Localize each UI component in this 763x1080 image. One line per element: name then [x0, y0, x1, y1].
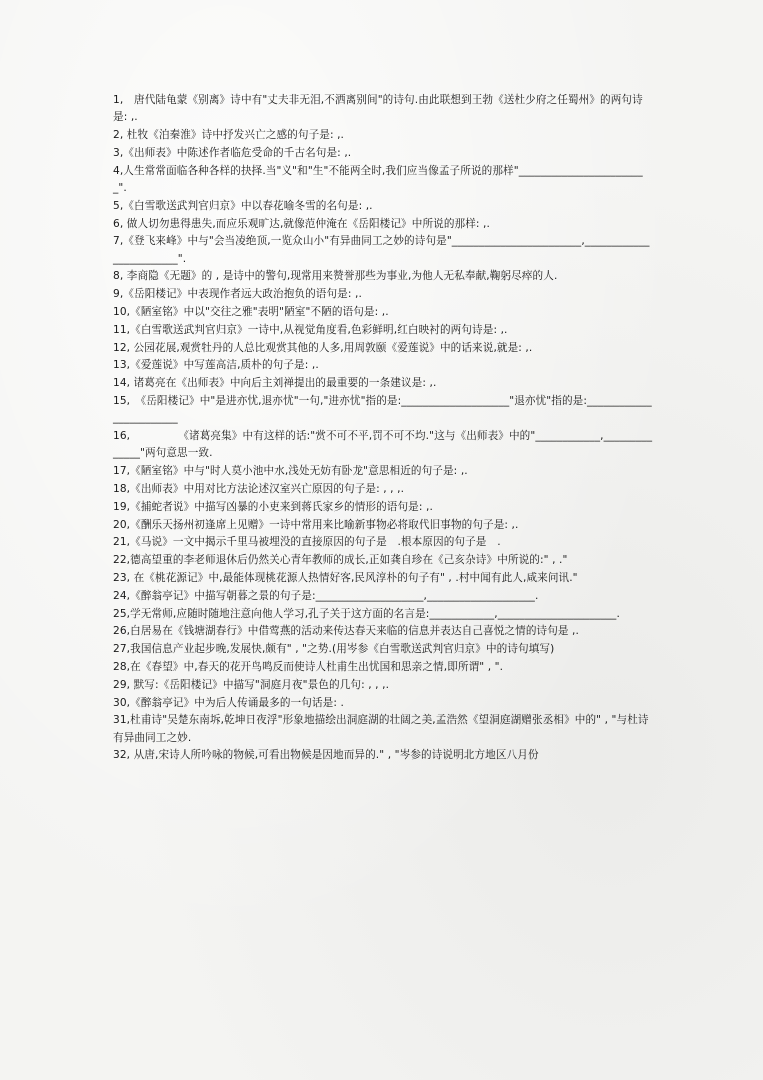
- question-26: 26,白居易在《钱塘湖春行》中借莺燕的活动来传达春天来临的信息并表达自己喜悦之情的诗句是 ,.: [113, 625, 579, 638]
- question-30: 30,《醉翁亭记》中为后人传诵最多的一句话是: .: [113, 696, 344, 709]
- question-8: 8, 李商隐《无题》的 , 是诗中的警句,现常用来赞誉那些为事业,为他人无私奉献,鞠躬尽瘁的人.: [113, 270, 558, 283]
- question-5: 5,《白雪歌送武判官归京》中以春花喻冬雪的名句是: ,.: [113, 199, 373, 212]
- question-28: 28,在《春望》中,春天的花开鸟鸣反而使诗人杜甫生出忧国和思亲之情,即所谓" , ".: [113, 661, 504, 673]
- question-25: 25,学无常师,应随时随地注意向他人学习,孔子关于这方面的名言是:____________,______________________.: [113, 607, 620, 620]
- question-20: 20,《酬乐天扬州初逢席上见赠》一诗中常用来比喻新事物必将取代旧事物的句子是: ,.: [113, 518, 519, 531]
- question-12: 12, 公园花展,观赏牡丹的人总比观赏其他的人多,用周敦颐《爱莲说》中的话来说,就是: ,.: [113, 341, 533, 354]
- question-11: 11,《白雪歌送武判官归京》一诗中,从视觉角度看,色彩鲜明,红白映衬的两句诗是: ,.: [113, 323, 508, 336]
- question-1: 1, 唐代陆龟蒙《别离》诗中有"丈夫非无泪,不洒离别间"的诗句.由此联想到王勃《送杜少府之任蜀州》的两句诗是: ,.: [113, 94, 643, 124]
- question-16: 16, 《诸葛亮集》中有这样的话:"赏不可不平,罚不可不均."这与《出师表》中的"____________,______________"两句意思一致.: [113, 430, 653, 460]
- question-9: 9,《岳阳楼记》中表现作者远大政治抱负的语句是: ,.: [113, 288, 362, 301]
- question-4: 4,人生常常面临各种各样的抉择.当"义"和"生"不能两全时,我们应当像孟子所说的那样"________________________".: [113, 164, 643, 194]
- question-13: 13,《爱莲说》中写莲高洁,质朴的句子是: ,.: [113, 359, 319, 372]
- question-22: 22,德高望重的李老师退休后仍然关心青年教师的成长,正如龚自珍在《己亥杂诗》中所说的:" , .": [113, 554, 568, 567]
- question-32: 32, 从唐,宋诗人所吟咏的物候,可看出物候是因地而异的." , "岑参的诗说明北方地区八月份: [113, 749, 539, 762]
- question-21: 21,《马说》一文中揭示千里马被埋没的直接原因的句子是 .根本原因的句子是 .: [113, 536, 501, 549]
- question-29: 29, 默写:《岳阳楼记》中描写"洞庭月夜"景色的几句: , , ,.: [113, 678, 390, 691]
- question-24: 24,《醉翁亭记》中描写朝暮之景的句子是:____________________,____________________.: [113, 589, 539, 602]
- question-14: 14, 诸葛亮在《出师表》中向后主刘禅提出的最重要的一条建议是: ,.: [113, 377, 437, 390]
- question-27: 27,我国信息产业起步晚,发展快,颇有" , "之势.(用岑参《白雪歌送武判官归京》中的诗句填写): [113, 643, 555, 656]
- question-10: 10,《陋室铭》中以"交往之雅"表明"陋室"不陋的语句是: ,.: [113, 306, 389, 319]
- question-19: 19,《捕蛇者说》中描写凶暴的小吏来到蒋氏家乡的情形的语句是: ,.: [113, 500, 433, 513]
- question-18: 18,《出师表》中用对比方法论述汉室兴亡原因的句子是: , , ,.: [113, 483, 405, 496]
- question-list: [113, 92, 653, 765]
- question-31: 31,杜甫诗"吴楚东南坼,乾坤日夜浮"形象地描绘出洞庭湖的壮阔之美,孟浩然《望洞庭湖赠张丞相》中的" , "与杜诗有异曲同工之妙.: [113, 714, 649, 744]
- question-6: 6, 做人切勿患得患失,而应乐观旷达,就像范仲淹在《岳阳楼记》中所说的那样: ,.: [113, 217, 490, 230]
- question-15: 15, 《岳阳楼记》中"是进亦忧,退亦忧"一句,"进亦忧"指的是:____________________"退亦忧"指的是:________________________: [113, 395, 652, 425]
- question-7: 7,《登飞来峰》中与"会当凌绝顶,一览众山小"有异曲同工之妙的诗句是"________________________,________________________".: [113, 235, 650, 265]
- question-23: 23, 在《桃花源记》中,最能体现桃花源人热情好客,民风淳朴的句子有" , .村中闻有此人,咸来问讯.": [113, 572, 578, 585]
- question-2: 2, 杜牧《泊秦淮》诗中抒发兴亡之感的句子是: ,.: [113, 129, 345, 142]
- question-17: 17,《陋室铭》中与"时人莫小池中水,浅处无妨有卧龙"意思相近的句子是: ,.: [113, 465, 468, 478]
- question-3: 3,《出师表》中陈述作者临危受命的千古名句是: ,.: [113, 146, 352, 159]
